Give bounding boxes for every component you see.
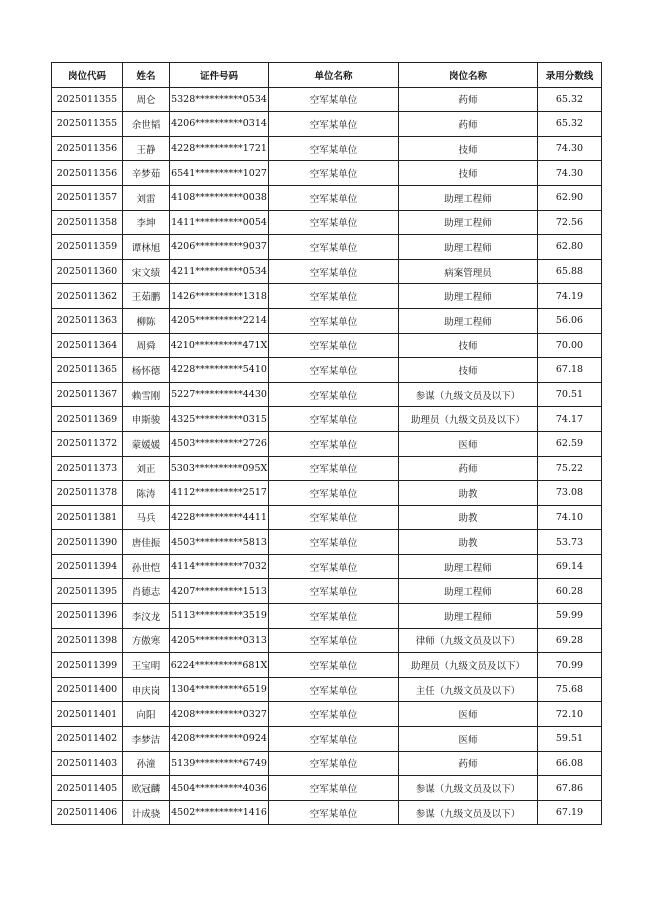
name-cell: 余世韬 [123, 112, 170, 137]
post-name-cell: 助理工程师 [399, 554, 538, 579]
unit-name-cell: 空军某单位 [269, 751, 399, 776]
unit-name-cell: 空军某单位 [269, 505, 399, 530]
score-cell: 67.18 [538, 358, 602, 383]
unit-name-cell: 空军某单位 [269, 456, 399, 481]
score-cell: 67.19 [538, 800, 602, 825]
post-code-cell: 2025011356 [52, 136, 123, 161]
header-unit-name: 单位名称 [269, 63, 399, 88]
score-cell: 73.08 [538, 481, 602, 506]
table-row [52, 235, 602, 260]
id-number-cell: 6224**********681X [170, 653, 269, 678]
id-number-cell: 5328**********0534 [170, 87, 269, 112]
post-name-cell: 助理工程师 [399, 185, 538, 210]
post-code-cell: 2025011399 [52, 653, 123, 678]
table-row [52, 284, 602, 309]
post-code-cell: 2025011395 [52, 579, 123, 604]
score-cell: 53.73 [538, 530, 602, 555]
unit-name-cell: 空军某单位 [269, 677, 399, 702]
post-name-cell: 助理工程师 [399, 604, 538, 629]
unit-name-cell: 空军某单位 [269, 702, 399, 727]
post-code-cell: 2025011360 [52, 259, 123, 284]
name-cell: 申庆岗 [123, 677, 170, 702]
table-row [52, 185, 602, 210]
score-cell: 72.56 [538, 210, 602, 235]
id-number-cell: 5227**********4430 [170, 382, 269, 407]
score-cell: 75.68 [538, 677, 602, 702]
post-name-cell: 药师 [399, 112, 538, 137]
post-name-cell: 技师 [399, 358, 538, 383]
id-number-cell: 5303**********095X [170, 456, 269, 481]
table-row [52, 800, 602, 825]
score-cell: 59.51 [538, 727, 602, 752]
score-cell: 66.08 [538, 751, 602, 776]
table-row [52, 358, 602, 383]
name-cell: 肖德志 [123, 579, 170, 604]
unit-name-cell: 空军某单位 [269, 333, 399, 358]
table-row [52, 210, 602, 235]
score-cell: 65.32 [538, 112, 602, 137]
post-name-cell: 技师 [399, 136, 538, 161]
post-name-cell: 技师 [399, 333, 538, 358]
unit-name-cell: 空军某单位 [269, 407, 399, 432]
id-number-cell: 4210**********471X [170, 333, 269, 358]
post-code-cell: 2025011406 [52, 800, 123, 825]
unit-name-cell: 空军某单位 [269, 579, 399, 604]
table-header [52, 63, 602, 88]
post-code-cell: 2025011355 [52, 112, 123, 137]
name-cell: 向阳 [123, 702, 170, 727]
id-number-cell: 4208**********0924 [170, 727, 269, 752]
name-cell: 王静 [123, 136, 170, 161]
id-number-cell: 4211**********0534 [170, 259, 269, 284]
id-number-cell: 1426**********1318 [170, 284, 269, 309]
table-row [52, 727, 602, 752]
post-code-cell: 2025011401 [52, 702, 123, 727]
post-name-cell: 助教 [399, 481, 538, 506]
name-cell: 赖雪刚 [123, 382, 170, 407]
name-cell: 周仑 [123, 87, 170, 112]
unit-name-cell: 空军某单位 [269, 481, 399, 506]
post-name-cell: 助教 [399, 530, 538, 555]
id-number-cell: 4503**********2726 [170, 431, 269, 456]
post-name-cell: 律师（九级文员及以下） [399, 628, 538, 653]
table-row [52, 308, 602, 333]
id-number-cell: 4228**********5410 [170, 358, 269, 383]
unit-name-cell: 空军某单位 [269, 628, 399, 653]
unit-name-cell: 空军某单位 [269, 210, 399, 235]
table-row [52, 161, 602, 186]
post-name-cell: 技师 [399, 161, 538, 186]
unit-name-cell: 空军某单位 [269, 358, 399, 383]
post-code-cell: 2025011378 [52, 481, 123, 506]
post-code-cell: 2025011381 [52, 505, 123, 530]
post-code-cell: 2025011398 [52, 628, 123, 653]
id-number-cell: 4503**********5813 [170, 530, 269, 555]
post-code-cell: 2025011357 [52, 185, 123, 210]
score-cell: 74.30 [538, 161, 602, 186]
id-number-cell: 4206**********9037 [170, 235, 269, 260]
name-cell: 李坤 [123, 210, 170, 235]
id-number-cell: 4228**********4411 [170, 505, 269, 530]
name-cell: 谭林旭 [123, 235, 170, 260]
header-score-line: 录用分数线 [538, 63, 602, 88]
name-cell: 李梦洁 [123, 727, 170, 752]
post-name-cell: 医师 [399, 431, 538, 456]
unit-name-cell: 空军某单位 [269, 308, 399, 333]
post-name-cell: 参谋（九级文员及以下） [399, 776, 538, 801]
table-row [52, 505, 602, 530]
table-row [52, 530, 602, 555]
score-cell: 67.86 [538, 776, 602, 801]
post-code-cell: 2025011365 [52, 358, 123, 383]
name-cell: 王宝明 [123, 653, 170, 678]
post-code-cell: 2025011359 [52, 235, 123, 260]
post-name-cell: 参谋（九级文员及以下） [399, 800, 538, 825]
id-number-cell: 4207**********1513 [170, 579, 269, 604]
id-number-cell: 4504**********4036 [170, 776, 269, 801]
name-cell: 陈涛 [123, 481, 170, 506]
id-number-cell: 4108**********0038 [170, 185, 269, 210]
table-row [52, 751, 602, 776]
post-name-cell: 药师 [399, 456, 538, 481]
header-post-name: 岗位名称 [399, 63, 538, 88]
name-cell: 计成骁 [123, 800, 170, 825]
table-row [52, 456, 602, 481]
post-name-cell: 助理员（九级文员及以下） [399, 407, 538, 432]
post-code-cell: 2025011369 [52, 407, 123, 432]
name-cell: 柳陈 [123, 308, 170, 333]
post-code-cell: 2025011355 [52, 87, 123, 112]
post-name-cell: 助教 [399, 505, 538, 530]
score-cell: 62.80 [538, 235, 602, 260]
unit-name-cell: 空军某单位 [269, 530, 399, 555]
id-number-cell: 4502**********1416 [170, 800, 269, 825]
post-name-cell: 参谋（九级文员及以下） [399, 382, 538, 407]
score-cell: 60.28 [538, 579, 602, 604]
score-cell: 59.99 [538, 604, 602, 629]
post-code-cell: 2025011403 [52, 751, 123, 776]
post-code-cell: 2025011402 [52, 727, 123, 752]
post-name-cell: 助理工程师 [399, 284, 538, 309]
name-cell: 刘雷 [123, 185, 170, 210]
post-name-cell: 助理工程师 [399, 308, 538, 333]
post-name-cell: 病案管理员 [399, 259, 538, 284]
name-cell: 方傲寒 [123, 628, 170, 653]
id-number-cell: 4205**********0313 [170, 628, 269, 653]
table-row [52, 259, 602, 284]
score-cell: 74.10 [538, 505, 602, 530]
post-code-cell: 2025011356 [52, 161, 123, 186]
id-number-cell: 4325**********0315 [170, 407, 269, 432]
table-row [52, 333, 602, 358]
table-row [52, 136, 602, 161]
post-code-cell: 2025011372 [52, 431, 123, 456]
unit-name-cell: 空军某单位 [269, 800, 399, 825]
table-row [52, 702, 602, 727]
post-name-cell: 助理员（九级文员及以下） [399, 653, 538, 678]
name-cell: 孙世恺 [123, 554, 170, 579]
post-code-cell: 2025011373 [52, 456, 123, 481]
post-code-cell: 2025011405 [52, 776, 123, 801]
post-name-cell: 医师 [399, 727, 538, 752]
table-row [52, 87, 602, 112]
unit-name-cell: 空军某单位 [269, 382, 399, 407]
score-cell: 69.28 [538, 628, 602, 653]
header-row [52, 63, 602, 88]
score-cell: 56.06 [538, 308, 602, 333]
unit-name-cell: 空军某单位 [269, 727, 399, 752]
name-cell: 马兵 [123, 505, 170, 530]
post-code-cell: 2025011363 [52, 308, 123, 333]
name-cell: 李汶龙 [123, 604, 170, 629]
unit-name-cell: 空军某单位 [269, 284, 399, 309]
table-row [52, 776, 602, 801]
score-cell: 72.10 [538, 702, 602, 727]
id-number-cell: 4228**********1721 [170, 136, 269, 161]
name-cell: 孙潼 [123, 751, 170, 776]
table-row [52, 382, 602, 407]
name-cell: 蒙媛媛 [123, 431, 170, 456]
name-cell: 王茹鹏 [123, 284, 170, 309]
id-number-cell: 6541**********1027 [170, 161, 269, 186]
table-row [52, 112, 602, 137]
unit-name-cell: 空军某单位 [269, 185, 399, 210]
unit-name-cell: 空军某单位 [269, 235, 399, 260]
post-name-cell: 主任（九级文员及以下） [399, 677, 538, 702]
table-row [52, 653, 602, 678]
post-code-cell: 2025011364 [52, 333, 123, 358]
admission-table [51, 62, 602, 825]
table-row [52, 481, 602, 506]
name-cell: 杨怀德 [123, 358, 170, 383]
id-number-cell: 5139**********6749 [170, 751, 269, 776]
post-code-cell: 2025011394 [52, 554, 123, 579]
score-cell: 69.14 [538, 554, 602, 579]
post-name-cell: 医师 [399, 702, 538, 727]
score-cell: 74.30 [538, 136, 602, 161]
name-cell: 刘正 [123, 456, 170, 481]
post-code-cell: 2025011362 [52, 284, 123, 309]
unit-name-cell: 空军某单位 [269, 112, 399, 137]
unit-name-cell: 空军某单位 [269, 87, 399, 112]
id-number-cell: 1411**********0054 [170, 210, 269, 235]
id-number-cell: 4208**********0327 [170, 702, 269, 727]
name-cell: 辛梦茹 [123, 161, 170, 186]
score-cell: 65.88 [538, 259, 602, 284]
id-number-cell: 4112**********2517 [170, 481, 269, 506]
unit-name-cell: 空军某单位 [269, 259, 399, 284]
score-cell: 65.32 [538, 87, 602, 112]
score-cell: 62.90 [538, 185, 602, 210]
table-row [52, 431, 602, 456]
score-cell: 70.00 [538, 333, 602, 358]
post-code-cell: 2025011400 [52, 677, 123, 702]
name-cell: 欧冠麟 [123, 776, 170, 801]
table-body [52, 87, 602, 825]
unit-name-cell: 空军某单位 [269, 431, 399, 456]
unit-name-cell: 空军某单位 [269, 776, 399, 801]
post-name-cell: 助理工程师 [399, 210, 538, 235]
score-cell: 70.99 [538, 653, 602, 678]
post-code-cell: 2025011367 [52, 382, 123, 407]
table-row [52, 554, 602, 579]
unit-name-cell: 空军某单位 [269, 604, 399, 629]
score-cell: 75.22 [538, 456, 602, 481]
header-id-number: 证件号码 [170, 63, 269, 88]
name-cell: 申斯骏 [123, 407, 170, 432]
unit-name-cell: 空军某单位 [269, 653, 399, 678]
id-number-cell: 4205**********2214 [170, 308, 269, 333]
header-post-code: 岗位代码 [52, 63, 123, 88]
table-row [52, 407, 602, 432]
id-number-cell: 4206**********0314 [170, 112, 269, 137]
post-name-cell: 药师 [399, 751, 538, 776]
post-name-cell: 药师 [399, 87, 538, 112]
score-cell: 74.17 [538, 407, 602, 432]
post-code-cell: 2025011358 [52, 210, 123, 235]
post-name-cell: 助理工程师 [399, 579, 538, 604]
unit-name-cell: 空军某单位 [269, 554, 399, 579]
score-cell: 62.59 [538, 431, 602, 456]
unit-name-cell: 空军某单位 [269, 161, 399, 186]
score-cell: 70.51 [538, 382, 602, 407]
id-number-cell: 4114**********7032 [170, 554, 269, 579]
table-row [52, 628, 602, 653]
name-cell: 周舜 [123, 333, 170, 358]
table-row [52, 579, 602, 604]
name-cell: 唐佳振 [123, 530, 170, 555]
post-name-cell: 助理工程师 [399, 235, 538, 260]
score-cell: 74.19 [538, 284, 602, 309]
unit-name-cell: 空军某单位 [269, 136, 399, 161]
post-code-cell: 2025011390 [52, 530, 123, 555]
header-name: 姓名 [123, 63, 170, 88]
id-number-cell: 5113**********3519 [170, 604, 269, 629]
table-row [52, 604, 602, 629]
post-code-cell: 2025011396 [52, 604, 123, 629]
table-row [52, 677, 602, 702]
id-number-cell: 1304**********6519 [170, 677, 269, 702]
name-cell: 宋文绩 [123, 259, 170, 284]
